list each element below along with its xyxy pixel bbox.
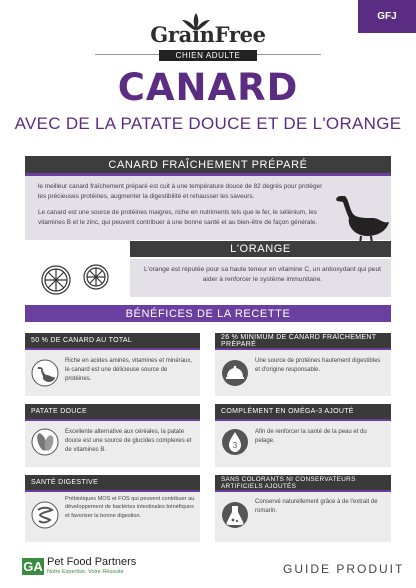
intestine-icon — [30, 500, 60, 530]
duck-illustration-icon — [333, 188, 391, 246]
benefit-card-text: Excellente alternative aux céréales, la patate douce est une source de glucides complexes et de vitamines B. — [65, 429, 192, 453]
company-logo-mark: GA — [23, 559, 43, 574]
benefit-card-title: 26 % MINIMUM DE CANARD FRAÎCHEMENT PRÉPARÉ — [215, 333, 391, 350]
duck-section-heading: CANARD FRAÎCHEMENT PRÉPARÉ — [25, 156, 391, 176]
duck-para-1: le meilleur canard fraîchement préparé est cuit à une température douce de 82 degrés pour protéger les précieuses protéines, augmenter la digestibilité et rehausser les saveurs. — [38, 183, 323, 200]
flask-icon — [220, 500, 250, 530]
duck-icon — [30, 358, 60, 388]
product-subtitle: AVEC DE LA PATATE DOUCE ET DE L'ORANGE — [14, 114, 402, 133]
omega3-label: 3 — [232, 441, 238, 450]
benefit-card-text: Une source de protéines hautement digestibles et d'origine responsable. — [255, 358, 381, 373]
benefits-heading: BÉNÉFICES DE LA RECETTE — [25, 305, 391, 322]
company-logo — [22, 557, 136, 576]
orange-section-heading: L'ORANGE — [130, 241, 391, 257]
life-stage-badge: CHIEN ADULTE — [159, 50, 257, 61]
product-code-badge: GFJ — [358, 0, 416, 33]
benefit-card-text: Riche en acides aminés, vitamines et minéraux, le canard est une délicieuse source de protéines. — [65, 358, 193, 382]
brand-logo: GrainFree — [150, 22, 266, 47]
benefit-card-title: SANTÉ DIGESTIVE — [25, 475, 200, 492]
company-tagline: Notre Expertise. Votre Réussite — [47, 569, 124, 575]
benefit-card-title: SANS COLORANTS NI CONSERVATEURS ARTIFICIELS AJOUTÉS — [215, 475, 391, 492]
sweet-potato-icon — [30, 427, 60, 457]
duck-para-2: Le canard est une source de protéines maigres, riche en nutriments tels que le fer, le sélénium, les vitamines B et le zinc, qui peuvent contribuer à une bonne santé et au bien-être de façon générale. — [38, 209, 318, 226]
document-type-label: GUIDE PRODUIT — [283, 562, 405, 576]
benefit-card-title: PATATE DOUCE — [25, 404, 200, 421]
benefit-card-text: Prébiotiques MOS et FOS qui peuvent contribuer au développement de bactéries intestinales bénéfiques et favoriser la bonne digestion. — [65, 496, 195, 519]
product-title: CANARD — [117, 66, 299, 109]
cloche-icon — [220, 358, 250, 388]
orange-text: L'orange est réputée pour sa haute teneur en vitamine C, un antioxydant qui peut aider à renforcer le système immunitaire. — [144, 266, 381, 283]
orange-slices-icon — [40, 262, 122, 298]
omega3-drop-icon — [220, 427, 250, 457]
benefit-card-title: 50 % DE CANARD AU TOTAL — [25, 333, 200, 350]
benefit-card-text: Afin de renforcer la santé de la peau et du pelage. — [255, 429, 367, 444]
benefit-card-text: Conservé naturellement grâce à de l'extrait de romarin. — [255, 499, 378, 514]
benefit-card-title: COMPLÉMENT EN OMÉGA-3 AJOUTÉ — [215, 404, 391, 421]
company-name: Pet Food Partners — [47, 556, 137, 568]
